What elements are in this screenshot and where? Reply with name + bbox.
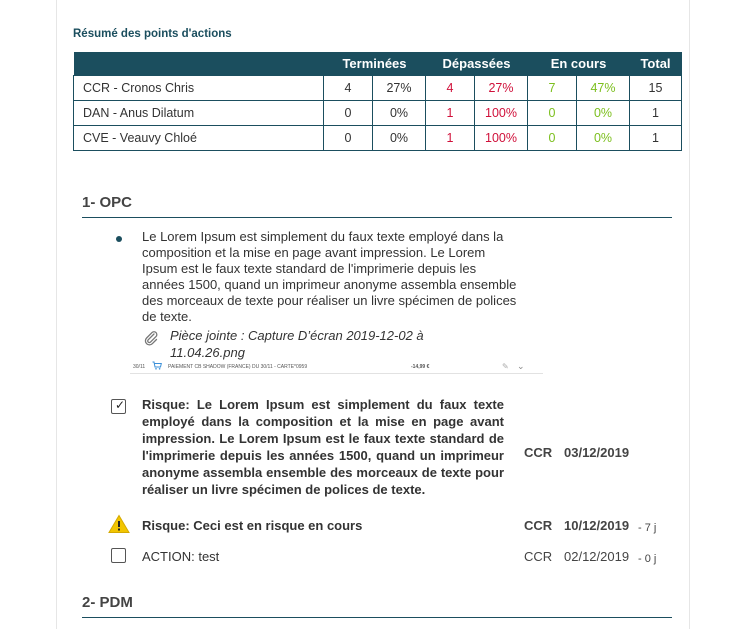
pin-icon: ✎ [502,362,509,371]
thumbnail-date: 30/11 [133,364,146,370]
checkmark-icon: ✓ [115,398,126,412]
in-progress-percent: 0% [577,101,630,126]
section-title-pdm: 2- PDM [82,594,133,611]
item-owner: CCR [524,549,553,564]
item-date: 02/12/2019 [564,549,630,564]
attachment-link[interactable]: Pièce jointe : Capture D’écran 2019-12-02 à 11.04.26.png [170,328,424,360]
summary-title: Résumé des points d'actions [73,28,232,40]
done-percent: 0% [373,101,426,126]
page-border-right [689,0,690,629]
row-name: CVE - Veauvy Chloé [74,126,324,151]
header-total: Total [630,52,682,76]
item-owner: CCR [524,518,553,533]
overdue-percent: 100% [475,126,528,151]
item-date: 03/12/2019 [564,445,630,460]
in-progress-count: 0 [528,126,577,151]
header-in-progress: En cours [528,52,630,76]
in-progress-count: 7 [528,76,577,101]
item-delay [638,519,656,534]
done-count: 0 [324,101,373,126]
summary-table [73,52,682,151]
warning-triangle-icon [108,514,130,539]
section-title-opc: 1- OPC [82,194,133,211]
thumbnail-amount: -14,99 € [411,364,430,370]
total-count: 15 [630,76,682,101]
checkbox-icon[interactable] [111,548,126,563]
item-delay [638,550,656,565]
thumbnail-label: PAIEMENT CB SHADOW (FRANCE) DU 30/11 - CARTE*0959 [168,364,308,370]
risk-text: Risque: Le Lorem Ipsum est simplement du faux texte employé dans la composition et la mise en page avant impression. Le Lorem Ipsum est le faux texte standard de l'imprimerie depuis les années 1500, quand un imprimeur anonyme assembla ensemble des morceaux de texte pour réaliser un livre spécimen de polices de texte. [142,397,504,497]
summary-header-row [74,52,682,76]
table-row [74,101,682,126]
checkbox-icon[interactable] [111,399,126,414]
total-count: 1 [630,101,682,126]
header-blank [74,52,324,76]
done-count: 4 [324,76,373,101]
overdue-percent: 27% [475,76,528,101]
attachment-thumbnail[interactable] [130,360,543,374]
section-divider [82,617,672,618]
page-border-left [56,0,57,629]
overdue-percent: 100% [475,101,528,126]
overdue-count: 1 [426,126,475,151]
bullet-dot [116,236,122,242]
in-progress-percent: 47% [577,76,630,101]
overdue-count: 1 [426,101,475,126]
action-text: ACTION: test [142,549,220,564]
bullet-text: Le Lorem Ipsum est simplement du faux texte employé dans la composition et la mise en page avant impression. Le Lorem Ipsum est le faux texte standard de l'imprimerie depuis les années 1500, quand un imprimeur anonyme assembla ensemble des morceaux de texte pour réaliser un livre spécimen de polices de texte. [142,229,517,324]
done-count: 0 [324,126,373,151]
paperclip-icon[interactable] [143,330,159,351]
in-progress-percent: 0% [577,126,630,151]
item-owner: CCR [524,445,553,460]
overdue-count: 4 [426,76,475,101]
row-name: DAN - Anus Dilatum [74,101,324,126]
section-divider [82,217,672,218]
header-overdue: Dépassées [426,52,528,76]
row-name: CCR - Cronos Chris [74,76,324,101]
table-row [74,76,682,101]
header-done: Terminées [324,52,426,76]
done-percent: 27% [373,76,426,101]
delay-label: - 7 j [638,522,657,534]
chevron-down-icon: ⌄ [517,361,525,371]
item-date: 10/12/2019 [564,518,630,533]
total-count: 1 [630,126,682,151]
cart-icon [152,361,162,372]
risk-text: Risque: Ceci est en risque en cours [142,518,363,533]
done-percent: 0% [373,126,426,151]
in-progress-count: 0 [528,101,577,126]
table-row [74,126,682,151]
delay-label: - 0 j [638,553,657,565]
